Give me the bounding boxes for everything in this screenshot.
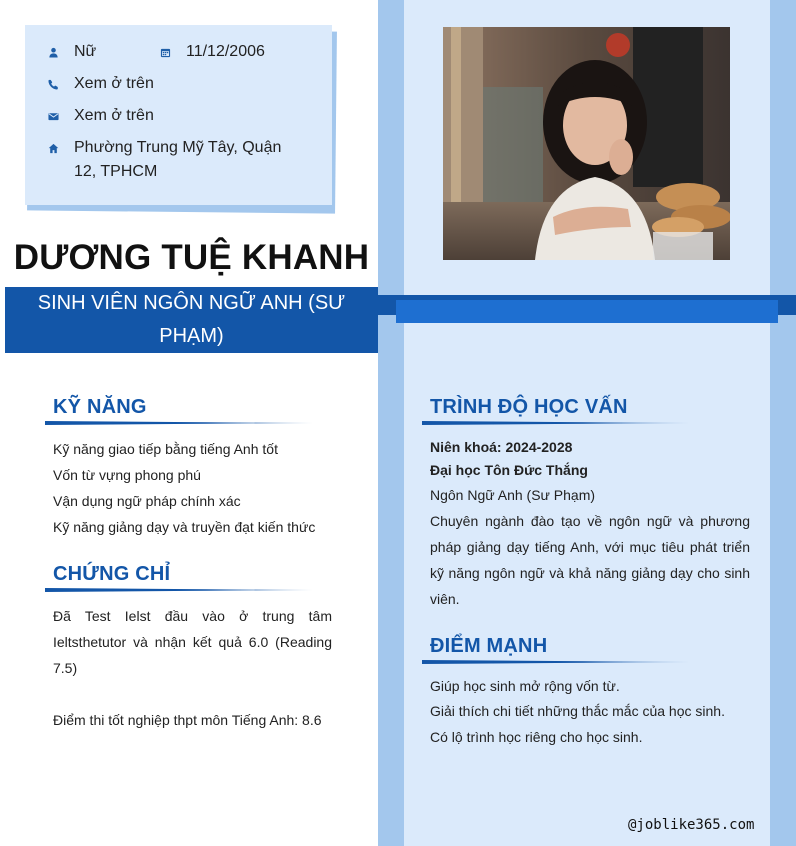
candidate-role: SINH VIÊN NGÔN NGỮ ANH (SƯ PHẠM) [5,287,378,353]
mail-icon [47,110,59,122]
education-major: Ngôn Ngữ Anh (Sư Phạm) [430,487,596,503]
contact-gender: Nữ [74,43,97,60]
strength-item: Giải thích chi tiết những thắc mắc của học sinh. [430,703,725,719]
education-school: Đại học Tôn Đức Thắng [430,462,588,478]
contact-phone: Xem ở trên [74,75,154,92]
home-icon [47,142,59,154]
strength-item: Có lộ trình học riêng cho học sinh. [430,729,643,745]
skill-item: Vốn từ vựng phong phú [53,467,201,483]
education-title: TRÌNH ĐỘ HỌC VẤN [430,396,628,418]
contact-email: Xem ở trên [74,107,154,124]
skill-item: Kỹ năng giao tiếp bằng tiếng Anh tốt [53,441,278,457]
profile-photo [443,27,730,260]
contact-birthday-row [159,40,265,64]
skill-item: Kỹ năng giảng dạy và truyền đạt kiến thức [53,519,316,535]
contact-address: Phường Trung Mỹ Tây, Quận 12, TPHCM [74,139,282,180]
certificate-item: Đã Test Ielst đầu vào ở trung tâm Ieltsthetutor và nhận kết quả 6.0 (Reading 7.5) [53,608,332,676]
right-column-left-stripe [378,0,404,846]
strength-item: Giúp học sinh mở rộng vốn từ. [430,678,620,694]
skill-item: Vận dụng ngữ pháp chính xác [53,493,241,509]
contact-address-row [47,136,307,184]
profile-photo-illustration [443,27,730,260]
certificates-title: CHỨNG CHỈ [53,563,171,585]
calendar-icon [159,46,171,58]
certificates-underline [45,588,313,592]
contact-email-row [47,104,154,128]
contact-phone-row [47,72,154,96]
contact-gender-row [47,40,96,64]
candidate-name: DƯƠNG TUỆ KHANH [13,238,370,277]
education-description: Chuyên ngành đào tạo về ngôn ngữ và phương pháp giảng dạy tiếng Anh, với mục tiêu phát triển kỹ năng ngôn ngữ và khả năng giảng dạy cho sinh viên. [430,513,750,607]
phone-icon [47,78,59,90]
certificate-item: Điểm thi tốt nghiệp thpt môn Tiếng Anh: 8.6 [53,712,322,728]
strengths-title: ĐIỂM MẠNH [430,635,548,657]
right-column-right-stripe [770,0,796,846]
skills-title: KỸ NĂNG [53,396,147,418]
education-period: Niên khoá: 2024-2028 [430,439,573,455]
user-icon [47,46,59,58]
skills-underline [45,421,313,425]
right-band-light [396,300,778,323]
watermark: @joblike365.com [628,817,755,833]
contact-birthday: 11/12/2006 [186,43,265,60]
